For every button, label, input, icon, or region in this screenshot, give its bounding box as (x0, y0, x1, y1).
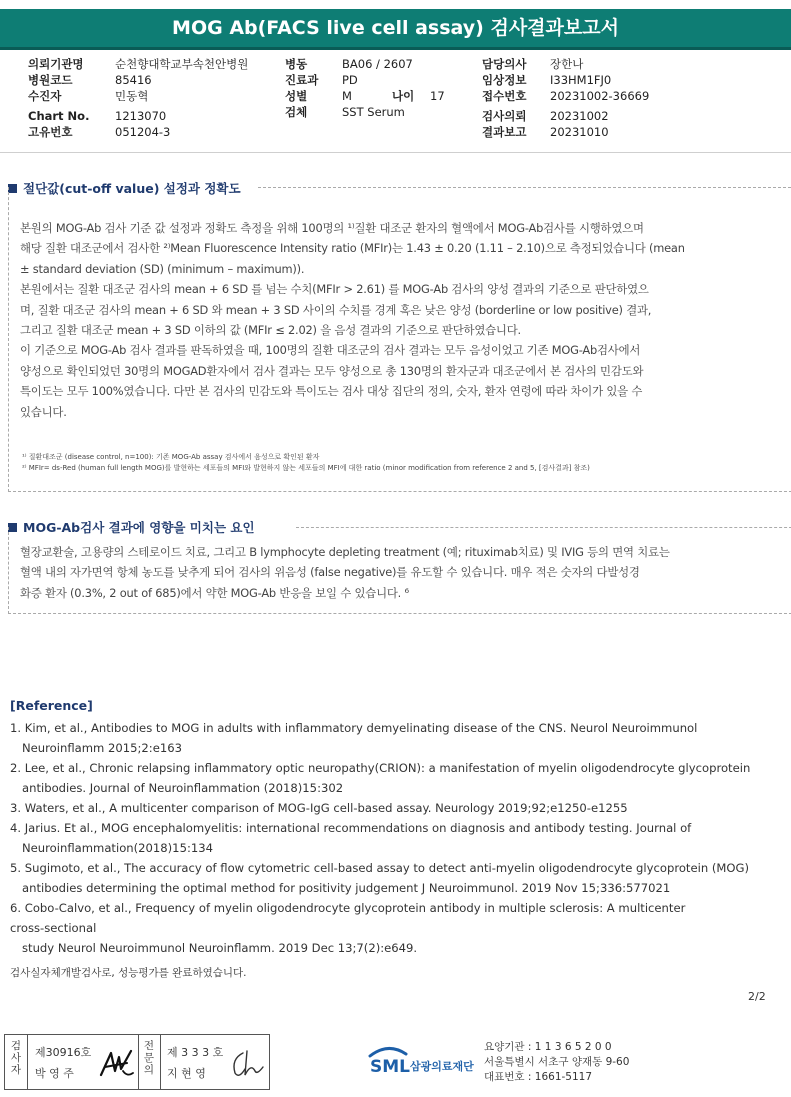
sml-logo-text: SML (370, 1057, 410, 1077)
department-label: 진료과 (285, 73, 319, 87)
signature-box (4, 1034, 270, 1090)
hospital-name-label: 의뢰기관명 (28, 57, 84, 71)
reviewer-name: 지 현 영 (167, 1067, 206, 1080)
ward-label: 병동 (285, 57, 308, 71)
header-divider (0, 152, 791, 153)
section2-body (20, 542, 670, 603)
clinical-info-value: I33HM1FJ0 (550, 73, 612, 87)
tester-signature (97, 1045, 137, 1083)
reference-line: 6. Cobo-Calvo, et al., Frequency of myelin oligodendrocyte glycoprotein antibody in multiple sclerosis: A multicenter (10, 901, 686, 915)
specimen-value: SST Serum (342, 105, 405, 119)
request-date-label: 검사의뢰 (482, 109, 527, 123)
section1-line: 그리고 질환 대조군 mean + 3 SD 이하의 값 (MFIr ≤ 2.02) 을 음성 결과의 기준으로 판단하였습니다. (20, 323, 521, 338)
section1-line: 본원에서는 질환 대조군 검사의 mean + 6 SD 를 넘는 수치(MFIr > 2.61) 를 MOG-Ab 검사의 양성 결과의 기준으로 판단하였으 (20, 282, 649, 297)
hospital-code-value: 85416 (115, 73, 152, 87)
section1-body (20, 218, 685, 422)
footnotes (22, 452, 590, 474)
department-value: PD (342, 73, 358, 87)
section1-line: 특이도는 모두 100%였습니다. 다만 본 검사의 민감도와 특이도는 검사 대상 집단의 정의, 숫자, 환자 연령에 따라 차이가 있을 수 (20, 384, 643, 399)
report-date-value: 20231010 (550, 125, 609, 139)
section1-heading-text: 절단값(cut-off value) 설정과 정확도 (23, 181, 241, 196)
section1-line: ± standard deviation (SD) (minimum – maximum)). (20, 261, 305, 276)
chart-no-value: 1213070 (115, 109, 167, 123)
validation-note: 검사실자체개발검사로, 성능평가를 완료하였습니다. (10, 967, 247, 979)
org-info (484, 1040, 629, 1085)
signature-divider (160, 1035, 161, 1089)
section1-line: 본원의 MOG-Ab 검사 기준 값 설정과 정확도 측정을 위해 100명의 ¹⁾질환 대조군 환자의 혈액에서 MOG-Ab검사를 시행하였으며 (20, 221, 644, 235)
reference-line: 5. Sugimoto, et al., The accuracy of flow cytometric cell-based assay to detect anti-myelin oligodendrocyte glycoprotein (MOG) (10, 861, 750, 875)
sml-logo-mark (368, 1044, 480, 1078)
reviewer-label (140, 1040, 158, 1076)
reviewer-signature (227, 1045, 267, 1083)
chart-no-label: Chart No. (28, 109, 90, 123)
reference-line: Neuroinflamm 2015;2:e163 (22, 741, 182, 755)
footnote-2: ²⁾ MFIr= ds-Red (human full length MOG)를 발현하는 세포들의 MFI와 발현하지 않는 세포들의 MFI에 대한 ratio (minor modification from reference 2 and 5, [검사결과] 참조) (22, 464, 590, 472)
section2-heading-text: MOG-Ab검사 결과에 영향을 미치는 요인 (23, 520, 255, 535)
reference-line: antibodies. Journal of Neuroinflammation (2018)15:302 (22, 781, 344, 795)
tester-license-no: 제30916호 (35, 1046, 92, 1059)
tester-label-text: 검사자 (10, 1040, 22, 1076)
report-title: MOG Ab(FACS live cell assay) 검사결과보고서 (0, 9, 791, 50)
reference-line: cross-sectional (10, 921, 97, 935)
reference-line: 4. Jarius. Et al., MOG encephalomyelitis: international recommendations on diagnosis and antibody testing. Journal of (10, 821, 692, 835)
section1-line: 며, 질환 대조군 검사의 mean + 6 SD 와 mean + 3 SD 사이의 수치를 경계 혹은 낮은 양성 (borderline or low positive) 결과, (20, 302, 652, 317)
tester-label (7, 1040, 25, 1076)
section1-line: 이 기준으로 MOG-Ab 검사 결과를 판독하였을 때, 100명의 질환 대조군의 검사 결과는 모두 음성이었고 기존 MOG-Ab검사에서 (20, 343, 641, 358)
specimen-label: 검체 (285, 105, 308, 119)
org-phone: 대표번호 : 1661-5117 (484, 1071, 593, 1083)
reference-line: antibodies determining the optimal method for positivity judgement J Neuroimmunol. 2019 Nov 15;336:577021 (22, 881, 671, 895)
sml-logo (368, 1044, 480, 1082)
accession-no-value: 20231002-36669 (550, 89, 650, 103)
tester-name: 박 영 주 (35, 1067, 74, 1080)
reference-list (10, 718, 750, 958)
sex-value: M (342, 89, 352, 103)
doctor-value: 장한나 (550, 57, 584, 71)
reference-line: 2. Lee, et al., Chronic relapsing inflammatory optic neuropathy(CRION): a manifestation of myelin oligodendrocyte glycoprotein (10, 761, 751, 775)
page-number: 2/2 (748, 990, 766, 1003)
patient-name-value: 민동혁 (115, 89, 149, 103)
section2-line: 화증 환자 (0.3%, 2 out of 685)에서 약한 MOG-Ab 반응을 보일 수 있습니다. ⁶ (20, 585, 409, 600)
signature-divider (138, 1035, 139, 1089)
reference-line: Neuroinflammation(2018)15:134 (22, 841, 213, 855)
reference-line: 1. Kim, et al., Antibodies to MOG in adults with inflammatory demyelinating disease of the CNS. Neurol Neuroimmunol (10, 721, 698, 735)
unique-no-label: 고유번호 (28, 125, 73, 139)
reference-heading: [Reference] (10, 698, 93, 713)
signature-divider (27, 1035, 28, 1089)
report-date-label: 결과보고 (482, 125, 527, 139)
age-value: 17 (430, 89, 445, 103)
footnote-1: ¹⁾ 질환대조군 (disease control, n=100): 기존 MOG-Ab assay 검사에서 음성으로 확인된 환자 (22, 453, 320, 461)
request-date-value: 20231002 (550, 109, 609, 123)
hospital-code-label: 병원코드 (28, 73, 73, 87)
org-address: 서울특별시 서초구 양재동 9-60 (484, 1056, 630, 1068)
reviewer-label-text: 전문의 (143, 1040, 155, 1076)
reviewer-license-no: 제 3 3 3 호 (167, 1046, 224, 1059)
header-column-3 (482, 56, 649, 140)
section1-line: 해당 질환 대조군에서 검사한 ²⁾Mean Fluorescence Intensity ratio (MFIr)는 1.43 ± 0.20 (1.11 – 2.10)으로 측정되었습니다 (mean (20, 241, 685, 256)
age-label: 나이 (392, 89, 415, 103)
hospital-name-value: 순천향대학교부속천안병원 (115, 57, 249, 71)
doctor-label: 담당의사 (482, 57, 527, 71)
ward-value: BA06 / 2607 (342, 57, 413, 71)
org-name: 삼광의료재단 (410, 1060, 474, 1073)
clinical-info-label: 임상정보 (482, 73, 527, 87)
header-column-2 (285, 56, 445, 120)
reference-line: 3. Waters, et al., A multicenter comparison of MOG-IgG cell-based assay. Neurology 2019;92;e1250-e1255 (10, 801, 628, 815)
accession-no-label: 접수번호 (482, 89, 527, 103)
unique-no-value: 051204-3 (115, 125, 171, 139)
sex-label: 성별 (285, 89, 308, 103)
patient-name-label: 수진자 (28, 89, 62, 103)
section1-line: 양성으로 확인되었던 30명의 MOGAD환자에서 검사 결과는 모두 양성으로 총 130명의 환자군과 대조군에서 본 검사의 민감도와 (20, 363, 644, 378)
section2-line: 혈장교환술, 고용량의 스테로이드 치료, 그리고 B lymphocyte depleting treatment (예; rituximab치료) 및 IVIG 등의 면역 치료는 (20, 545, 670, 559)
reference-line: study Neurol Neuroimmunol Neuroinflamm. 2019 Dec 13;7(2):e649. (22, 941, 418, 955)
header-column-1 (28, 56, 248, 140)
section2-line: 혈액 내의 자가면역 항체 농도를 낮추게 되어 검사의 위음성 (false negative)를 유도할 수 있습니다. 매우 적은 숫자의 다발성경 (20, 565, 640, 580)
org-code: 요양기관 : 1 1 3 6 5 2 0 0 (484, 1041, 612, 1053)
section1-line: 있습니다. (20, 404, 67, 419)
